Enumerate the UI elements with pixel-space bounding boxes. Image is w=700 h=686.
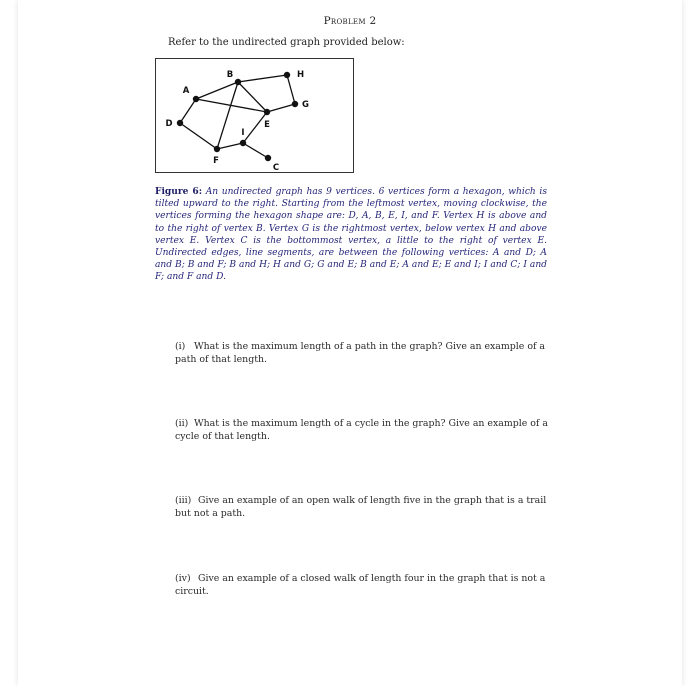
vertex-label-i: I (241, 128, 245, 138)
question-number: (i) (175, 341, 186, 352)
question-3 (175, 495, 548, 520)
graph-svg (156, 59, 353, 172)
question-1 (175, 341, 548, 366)
vertex-label-h: H (297, 70, 305, 80)
document-page (18, 0, 682, 686)
figure-caption (155, 186, 547, 284)
edge-h-g (287, 75, 295, 104)
question-number: (ii) (175, 418, 189, 429)
edge-g-e (267, 104, 295, 112)
problem-title: Problem 2 (323, 15, 377, 27)
vertex-label-f: F (213, 156, 219, 166)
edge-b-h (238, 75, 287, 82)
question-text: Give an example of a closed walk of length four in the graph that is not a circuit. (175, 573, 546, 597)
vertex-e (264, 109, 270, 115)
edge-b-f (217, 82, 238, 149)
vertex-f (214, 146, 220, 152)
figure-caption-text: An undirected graph has 9 vertices. 6 vertices form a hexagon, which is tilted upward to the right. Starting from the leftmost vertex, moving clockwise, the vertices forming the hexagon shape are: D, A, B, E, I, and F. Vertex H is above and to the right of vertex B. Vertex G is the rightmost vertex, below vertex H and above vertex E. Vertex C is the bottommost vertex, a little to the right of vertex E. Undirected edges, line segments, are between the following vertices: A and D; A and B; B and F; B and H; H and G; G and E; B and E; A and E; E and I; I and C; I and F; and F and D. (155, 187, 547, 283)
figure-label: Figure 6: (155, 186, 203, 197)
vertex-b (235, 79, 241, 85)
vertex-label-c: C (272, 163, 280, 172)
question-number: (iv) (175, 573, 191, 584)
vertex-c (265, 155, 271, 161)
vertex-a (193, 96, 199, 102)
edge-a-b (196, 82, 238, 99)
question-number: (iii) (175, 495, 192, 506)
vertex-label-a: A (182, 86, 190, 96)
vertex-h (284, 72, 290, 78)
vertex-label-b: B (226, 70, 234, 80)
edge-d-a (180, 99, 196, 123)
question-4 (175, 573, 548, 598)
question-text: What is the maximum length of a path in the graph? Give an example of a path of that length. (175, 341, 546, 365)
vertex-label-d: D (165, 119, 173, 129)
edge-i-f (217, 143, 243, 149)
vertex-label-e: E (264, 120, 270, 130)
graph-edges (180, 75, 295, 158)
graph-figure (155, 58, 354, 173)
question-text: What is the maximum length of a cycle in the graph? Give an example of a cycle of that length. (175, 418, 548, 442)
vertex-g (292, 101, 298, 107)
intro-text: Refer to the undirected graph provided below: (168, 37, 405, 48)
edge-f-d (180, 123, 217, 149)
question-2 (175, 418, 548, 443)
vertex-label-g: G (302, 100, 309, 110)
question-text: Give an example of an open walk of length five in the graph that is a trail but not a path. (175, 495, 547, 519)
vertex-i (240, 140, 246, 146)
vertex-d (177, 120, 183, 126)
edge-i-c (243, 143, 268, 158)
